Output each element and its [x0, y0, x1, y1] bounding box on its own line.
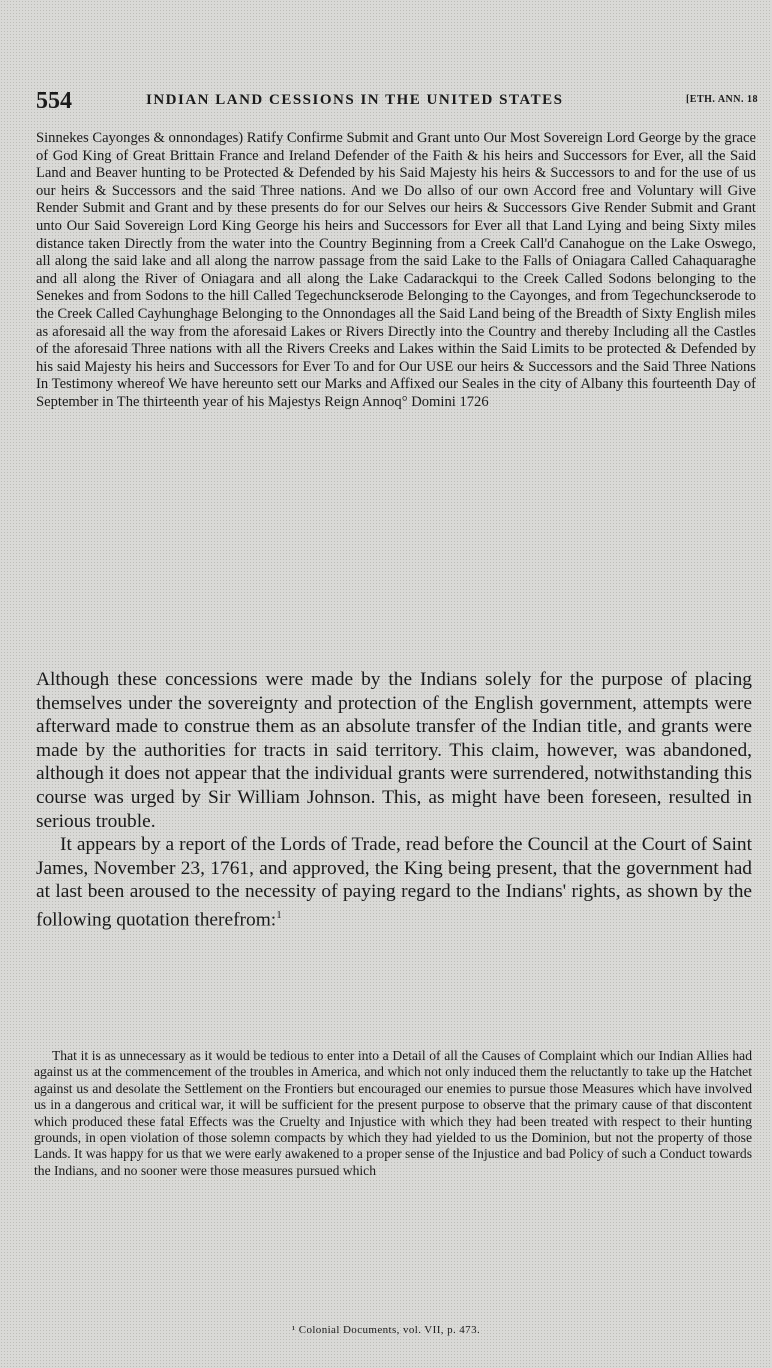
- lords-of-trade-quotation: That it is as unnecessary as it would be tedious to enter into a Detail of all the Causes of Complaint which our Indian Allies had against us at the commencement of the troubles in America, and which not only induced them the reluctantly to take up the Hatchet against us and desolate the Settlement on the Frontiers but encouraged our enemies to pursue those Measures which have involved us in a dangerous and critical war, it will be sufficient for the present purpose to observe that the primary cause of that discontent which produced these fatal Effects was the Cruelty and Injustice with which they had been treated with respect to their hunting grounds, in open violation of those solemn compacts by which they had yielded to us the Dominion, but not the property of those Lands. It was happy for us that we were early awakened to a proper sense of the Injustice and bad Policy of such a Conduct towards the Indians, and no sooner were those measures pursued which: [34, 1048, 752, 1178]
- page-number: 554: [36, 88, 72, 114]
- treaty-quotation: Sinnekes Cayonges & onnondages) Ratify Confirme Submit and Grant unto Our Most Sovereign Lord George by the grace of God King of Great Brittain France and Ireland Defender of the Faith & his heirs and Successors for Ever, all the Said Land and Beaver hunting to be Protected & Defended by his Said Majesty his heirs & Successors to and for the use of us our heirs & Successors and the said Three nations. And we Do allso of our own Accord free and Voluntary will Give Render Submit and Grant and by these presents do for our Selves our heirs & Successors Give Render Submit and Grant unto Our Said Sovereign Lord King George his heirs and Successors for Ever all that Land Lying and being Sixty miles distance taken Directly from the water into the Country Beginning from a Creek Call'd Canahogue on the Lake Oswego, all along the said lake and all along the narrow passage from the said Lake to the Falls of Oniagara Called Cahaquaraghe and all along the River of Oniagara and all along the Lake Cadarackqui to the Creek Called Sodons belonging to the Senekes and from Sodons to the hill Called Tegechunckserode Belonging to the Cayonges, and from Tegechunckserode to the Creek Called Cayhunghage Belonging to the Onnondages all the Said Land being of the Breadth of Sixty English miles as aforesaid all the way from the aforesaid Lakes or Rivers Directly into the Country and thereby Including all the Castles of the aforesaid Three nations with all the Rivers Creeks and Lakes within the Said Limits to be protected & Defended by his said Majesty his heirs and Successors for Ever To and for Our USE our heirs & Successors and the Said Three Nations In Testimony whereof We have hereunto sett our Marks and Affixed our Seales in the city of Albany this fourteenth Day of September in The thirteenth year of his Majestys Reign Annoq° Domini 1726: [36, 130, 756, 410]
- body-paragraph-1: Although these concessions were made by the Indians solely for the purpose of placing themselves under the sovereignty and protection of the English government, attempts were afterward made to construe them as an absolute transfer of the Indian title, and grants were made by the authorities for tracts in said territory. This claim, however, was abandoned, although it does not appear that the individual grants were surrendered, notwithstanding this course was urged by Sir William Johnson. This, as might have been foreseen, resulted in serious trouble.: [36, 669, 752, 832]
- running-title: INDIAN LAND CESSIONS IN THE UNITED STATES: [146, 92, 564, 108]
- body-text: [36, 668, 752, 932]
- footnote: ¹ Colonial Documents, vol. VII, p. 473.: [291, 1324, 481, 1336]
- body-paragraph-2-text: It appears by a report of the Lords of Trade, read before the Council at the Court of Saint James, November 23, 1761, and approved, the King being present, that the government had at last been aroused to the necessity of paying regard to the Indians' rights, as shown by the following quotation therefrom:: [36, 834, 752, 931]
- body-paragraph-2: [36, 833, 752, 932]
- section-reference: [ETH. ANN. 18: [685, 94, 758, 105]
- page-header: [36, 88, 758, 114]
- footnote-mark: 1: [276, 908, 282, 921]
